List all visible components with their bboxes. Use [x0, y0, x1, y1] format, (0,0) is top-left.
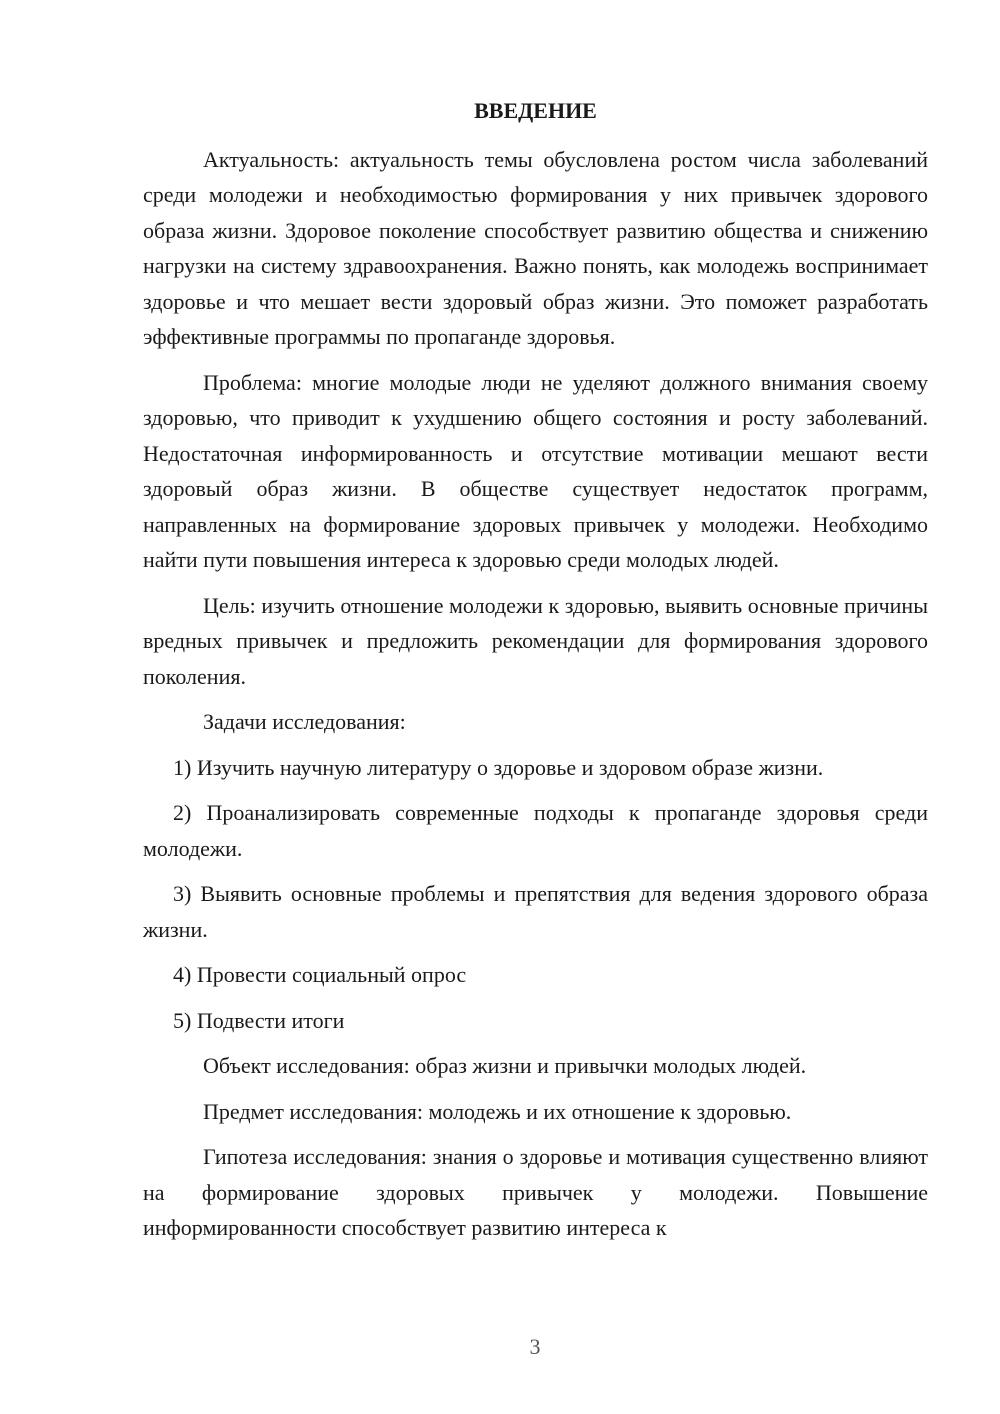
research-subject: Предмет исследования: молодежь и их отношение к здоровью. [203, 1098, 792, 1124]
document-page [143, 93, 928, 1256]
section-title: ВВЕДЕНИЕ [474, 98, 597, 123]
tasks-heading: Задачи исследования: [203, 709, 406, 734]
research-object: Объект исследования: образ жизни и привычки молодых людей. [203, 1053, 807, 1078]
problem-paragraph: Проблема: многие молодые люди не уделяют должного внимания своему здоровью, что приводит к ухудшению общего состояния и росту заболеваний. Недостаточная информированность и отсутствие мотивации мешают вести здоровый образ жизни. В обществе существует недостаток программ, направленных на формирование здоровых привычек у молодежи. Необходимо найти пути повышения интереса к здоровью среди молодых людей. [143, 369, 928, 572]
task-item: 2) Проанализировать современные подходы к пропаганде здоровья среди молодежи. [143, 800, 928, 861]
task-item: 3) Выявить основные проблемы и препятствия для ведения здорового образа жизни. [143, 881, 928, 942]
page-number: 3 [529, 1334, 541, 1359]
goal-paragraph: Цель: изучить отношение молодежи к здоровью, выявить основные причины вредных привычек и предложить рекомендации для формирования здорового поколения. [143, 592, 928, 689]
task-item: 4) Провести социальный опрос [173, 962, 467, 987]
task-item: 5) Подвести итоги [173, 1007, 345, 1033]
task-item: 1) Изучить научную литературу о здоровье и здоровом образе жизни. [173, 754, 824, 780]
relevance-paragraph: Актуальность: актуальность темы обусловлена ростом числа заболеваний среди молодежи и необходимостью формирования у них привычек здорового образа жизни. Здоровое поколение способствует развитию общества и снижению нагрузки на систему здравоохранения. Важно понять, как молодежь воспринимает здоровье и что мешает вести здоровый образ жизни. Это поможет разработать эффективные программы по пропаганде здоровья. [143, 146, 928, 349]
research-hypothesis: Гипотеза исследования: знания о здоровье и мотивация существенно влияют на формирование здоровых привычек у молодежи. Повышение информированности способствует развитию интереса к [143, 1144, 928, 1240]
